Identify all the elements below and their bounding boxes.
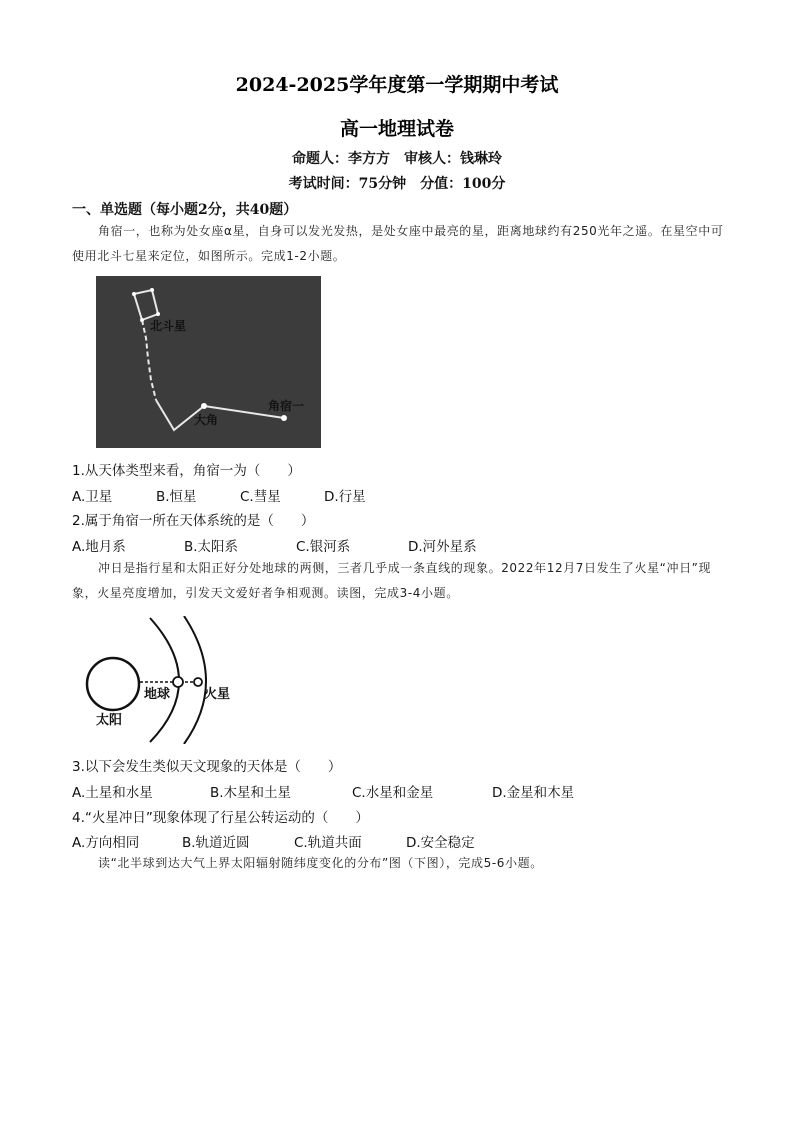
passage-3: 读“北半球到达大气上界太阳辐射随纬度变化的分布”图（下图），完成5-6小题。 xyxy=(98,856,543,870)
label-mars: 火星 xyxy=(204,687,231,702)
time-label: 考试时间：75分钟 xyxy=(288,176,407,192)
setter-label: 命题人：李方方 xyxy=(292,151,390,167)
section-title: 一、单选题（每小题2分，共40题） xyxy=(72,202,298,218)
passage-2: 冲日是指行星和太阳正好分处地球的两侧，三者几乎成一条直线的现象。2022年12月7日发生了火星“冲日”现象，火星亮度增加，引发天文爱好者争相观测。读图，完成3-4小题。 xyxy=(72,561,712,600)
q3-option-c[interactable]: C.水星和金星 xyxy=(352,785,434,801)
q3-option-a[interactable]: A.土星和水星 xyxy=(72,785,153,801)
label-sun: 太阳 xyxy=(96,713,123,728)
passage-1: 角宿一，也称为处女座α星，自身可以发光发热，是处女座中最亮的星，距离地球约有250光年之遥。在星空中可使用北斗七星来定位，如图所示。完成1-2小题。 xyxy=(72,224,724,263)
label-spica: 角宿一 xyxy=(268,399,305,413)
q2-option-d[interactable]: D.河外星系 xyxy=(408,539,477,555)
label-earth: 地球 xyxy=(144,687,171,702)
q1-option-b[interactable]: B.恒星 xyxy=(156,489,197,505)
reviewer-label: 审核人：钱琳玲 xyxy=(404,151,502,167)
exam-info xyxy=(0,173,794,193)
q3-option-b[interactable]: B.木星和土星 xyxy=(210,785,292,801)
star-map-figure xyxy=(96,276,321,448)
question-2-stem: 2.属于角宿一所在天体系统的是（ ） xyxy=(72,513,315,529)
q1-option-c[interactable]: C.彗星 xyxy=(240,489,281,505)
exam-title: 2024-2025学年度第一学期期中考试 xyxy=(235,74,559,96)
opposition-diagram xyxy=(80,616,260,744)
exam-authors xyxy=(0,148,794,168)
q2-option-a[interactable]: A.地月系 xyxy=(72,539,126,555)
q1-option-d[interactable]: D.行星 xyxy=(324,489,366,505)
q3-option-d[interactable]: D.金星和木星 xyxy=(492,785,575,801)
question-4-stem: 4.“火星冲日”现象体现了行星公转运动的（ ） xyxy=(72,810,369,826)
q2-option-b[interactable]: B.太阳系 xyxy=(184,539,239,555)
q2-option-c[interactable]: C.银河系 xyxy=(296,539,351,555)
q4-option-b[interactable]: B.轨道近圆 xyxy=(182,835,250,851)
q1-option-a[interactable]: A.卫星 xyxy=(72,489,113,505)
exam-subject: 高一地理试卷 xyxy=(339,118,454,140)
question-1-stem: 1.从天体类型来看，角宿一为（ ） xyxy=(72,463,301,479)
question-3-stem: 3.以下会发生类似天文现象的天体是（ ） xyxy=(72,759,342,775)
score-label: 分值：100分 xyxy=(420,176,506,192)
q4-option-d[interactable]: D.安全稳定 xyxy=(406,835,475,851)
q4-option-a[interactable]: A.方向相同 xyxy=(72,835,140,851)
label-arcturus: 大角 xyxy=(194,413,219,427)
q4-option-c[interactable]: C.轨道共面 xyxy=(294,835,362,851)
label-big-dipper: 北斗星 xyxy=(150,319,187,333)
